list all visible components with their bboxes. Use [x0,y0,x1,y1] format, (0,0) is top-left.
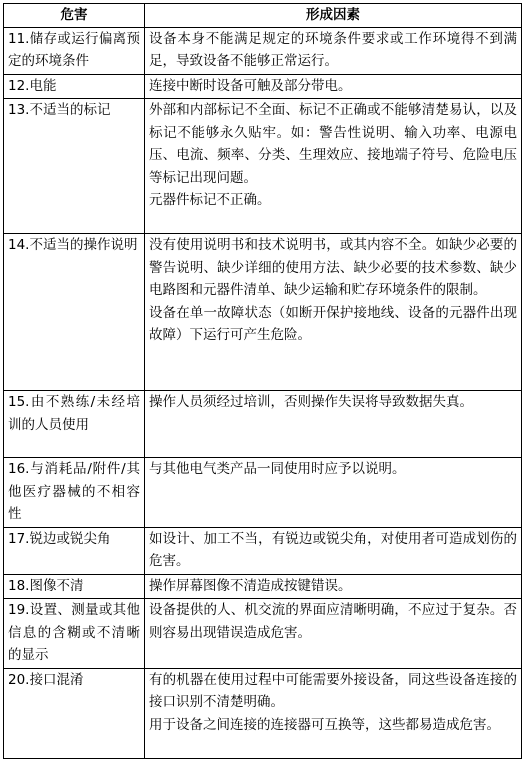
factor-paragraph: 设备本身不能满足规定的环境条件要求或工作环境得不到满足，导致设备不能够正常运行。 [149,30,517,69]
factor-cell [145,27,522,74]
factor-paragraph: 操作屏幕图像不清造成按键错误。 [149,577,352,594]
table-row [4,74,522,99]
column-header-factors: 形成因素 [145,4,522,28]
factor-paragraph: 与其他电气类产品一同使用时应予以说明。 [149,461,406,477]
table-row [4,527,522,574]
hazard-cell: 17.锐边或锐尖角 [4,527,145,574]
factor-cell [145,99,522,234]
table-row [4,27,522,74]
hazard-cell: 15.由不熟练/未经培训的人员使用 [4,391,145,458]
factor-cell [145,574,522,599]
hazard-cell: 13.不适当的标记 [4,99,145,234]
hazard-cell: 20.接口混淆 [4,668,145,758]
hazard-cell: 19.设置、测量或其他信息的含糊或不清晰的显示 [4,599,145,669]
hazard-factor-table [3,3,522,759]
factor-cell [145,599,522,669]
factor-cell [145,234,522,391]
hazard-cell: 11.储存或运行偏离预定的环境条件 [4,27,145,74]
table-row [4,391,522,458]
factor-cell [145,458,522,528]
factor-paragraph: 元器件标记不正确。 [149,192,271,208]
hazard-cell: 18.图像不清 [4,574,145,599]
table-row [4,574,522,599]
table-row [4,599,522,669]
table-row [4,668,522,758]
factor-paragraph: 没有使用说明书和技术说明书，或其内容不全。如缺少必要的警告说明、缺少详细的使用方法、缺少必要的技术参数、缺少电路图和元器件清单、缺少运输和贮存环境条件的限制。 [149,237,517,298]
factor-cell [145,668,522,758]
table-row [4,99,522,234]
table-row [4,234,522,391]
factor-paragraph: 操作人员须经过培训，否则操作失误将导致数据失真。 [149,394,473,410]
column-header-hazard: 危害 [4,4,145,28]
factor-paragraph: 设备在单一故障状态（如断开保护接地线、设备的元器件出现故障）下运行可产生危险。 [149,304,517,343]
hazard-cell: 14.不适当的操作说明 [4,234,145,391]
factor-paragraph: 用于设备之间连接的连接器可互换等，这些都易造成危害。 [149,716,500,733]
factor-paragraph: 有的机器在使用过程中可能需要外接设备，同这些设备连接的接口识别不清楚明确。 [149,671,517,710]
factor-cell [145,391,522,458]
factor-paragraph: 设备提供的人、机交流的界面应清晰明确，不应过于复杂。否则容易出现错误造成危害。 [149,602,517,641]
factor-cell [145,527,522,574]
factor-paragraph: 外部和内部标记不全面、标记不正确或不能够清楚易认，以及标记不能够永久贴牢。如：警告性说明、输入功率、电源电压、电流、频率、分类、生理效应、接地端子符号、危险电压等标记出现问题。 [149,102,517,186]
factor-paragraph: 连接中断时设备可触及部分带电。 [149,77,352,94]
hazard-cell: 16.与消耗品/附件/其他医疗器械的不相容性 [4,458,145,528]
factor-cell [145,74,522,99]
table-row [4,458,522,528]
factor-paragraph: 如设计、加工不当，有锐边或锐尖角，对使用者可造成划伤的危害。 [149,530,517,569]
table-header-row [4,4,522,28]
hazard-cell: 12.电能 [4,74,145,99]
